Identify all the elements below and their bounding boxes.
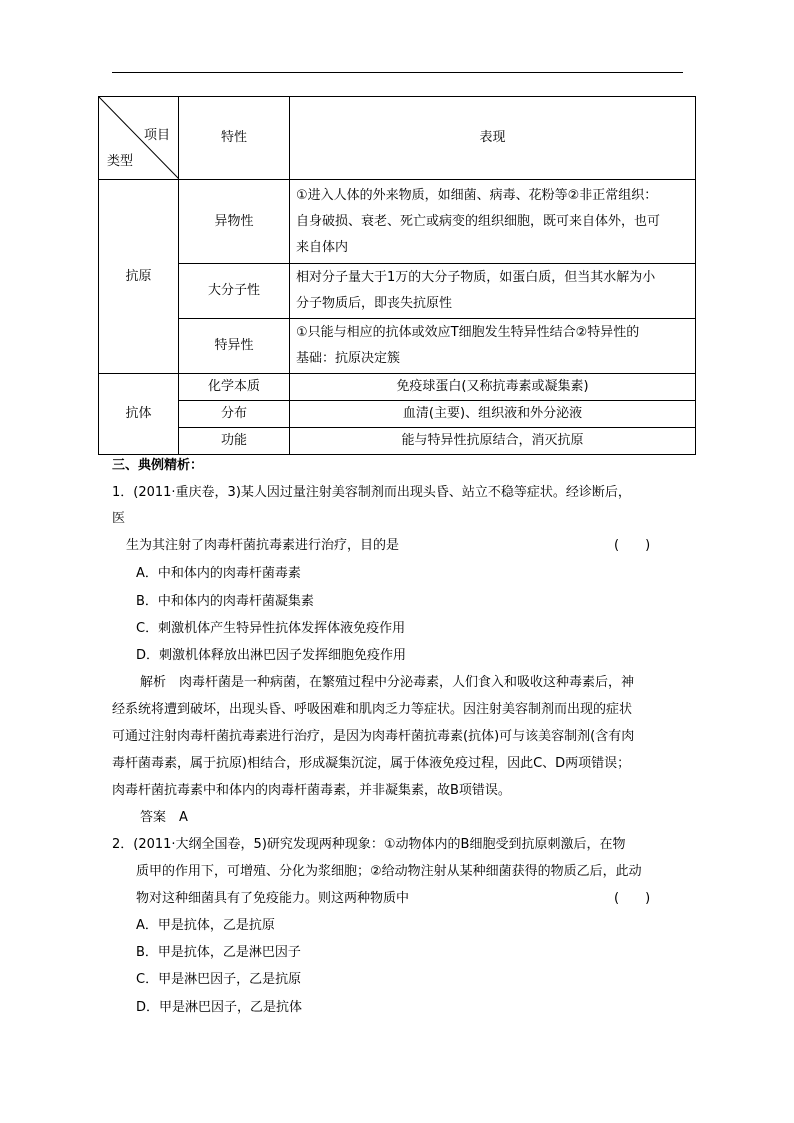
q1-analysis-line: 毒杆菌毒素，属于抗原)相结合，形成凝集沉淀，属于体液免疫过程，因此C、D两项错误； (112, 756, 631, 771)
q1-answer: 答案 A (140, 810, 188, 825)
group-antibody: 抗体 (99, 374, 179, 455)
diagonal-header-cell (99, 97, 179, 180)
table-row (99, 264, 696, 319)
header-item-label: 项目 (143, 128, 170, 143)
section-title: 三、典例精析： (112, 458, 204, 473)
table-row (99, 401, 696, 428)
desc-line: 自身破损、衰老、死亡或病变的组织细胞，既可来自体外，也可 (296, 213, 661, 229)
property-desc (290, 319, 696, 374)
property-name: 大分子性 (179, 264, 290, 319)
q1-option-a: A．中和体内的肉毒杆菌毒素 (136, 566, 301, 581)
q2-option-b: B．甲是抗体，乙是淋巴因子 (136, 945, 301, 960)
q2-stem-line: 物对这种细菌具有了免疫能力。则这两种物质中 (136, 891, 410, 906)
q1-analysis-line: 解析 肉毒杆菌是一种病菌，在繁殖过程中分泌毒素，人们食入和吸收这种毒素后，神 (140, 675, 635, 690)
table-row (99, 180, 696, 264)
group-antigen: 抗原 (99, 180, 179, 374)
property-desc (290, 264, 696, 319)
property-name: 功能 (179, 428, 290, 455)
table-row (99, 374, 696, 401)
q1-answer-paren: ( ) (614, 538, 651, 553)
q2-answer-paren: ( ) (614, 891, 651, 906)
property-desc: 能与特异性抗原结合，消灭抗原 (290, 428, 696, 455)
antigen-antibody-table (98, 96, 696, 455)
property-name: 特异性 (179, 319, 290, 374)
q1-analysis-line: 肉毒杆菌抗毒素中和体内的肉毒杆菌毒素，并非凝集素，故B项错误。 (112, 783, 511, 798)
table-row (99, 319, 696, 374)
header-rule (112, 72, 683, 73)
desc-line: 分子物质后，即丧失抗原性 (296, 296, 453, 311)
property-desc: 血清(主要)、组织液和外分泌液 (290, 401, 696, 428)
desc-line: ①进入人体的外来物质，如细菌、病毒、花粉等②非正常组织： (296, 187, 658, 203)
desc-line: 相对分子量大于1万的大分子物质，如蛋白质，但当其水解为小 (296, 270, 656, 285)
q1-option-d: D．刺激机体释放出淋巴因子发挥细胞免疫作用 (136, 648, 407, 663)
q2-stem-line: 质甲的作用下，可增殖、分化为浆细胞；②给动物注射从某种细菌获得的物质乙后，此动 (136, 864, 642, 879)
table-row (99, 428, 696, 455)
desc-line: 来自体内 (296, 239, 349, 255)
property-desc (290, 180, 696, 264)
desc-line: 基础：抗原决定簇 (296, 351, 401, 366)
q1-stem-line: 医 (112, 511, 126, 526)
header-type-label: 类型 (107, 154, 134, 169)
q1-analysis-line: 可通过注射肉毒杆菌抗毒素进行治疗，是因为肉毒杆菌抗毒素(抗体)可与该美容制剂(含有肉 (112, 729, 635, 744)
q2-stem-line: 2．(2011·大纲全国卷，5)研究发现两种现象：①动物体内的B细胞受到抗原刺激后，在物 (112, 837, 626, 852)
table-header-row (99, 97, 696, 180)
q1-stem-line: 1．(2011·重庆卷，3)某人因过量注射美容制剂而出现头昏、站立不稳等症状。经诊断后， (112, 485, 631, 500)
q2-option-c: C．甲是淋巴因子，乙是抗原 (136, 972, 302, 987)
header-manifestation: 表现 (290, 97, 696, 180)
q1-analysis-line: 经系统将遭到破坏，出现头昏、呼吸困难和肌肉乏力等症状。因注射美容制剂而出现的症状 (112, 702, 633, 717)
q1-option-c: C．刺激机体产生特异性抗体发挥体液免疫作用 (136, 621, 406, 636)
q2-option-a: A．甲是抗体，乙是抗原 (136, 918, 275, 933)
property-name: 分布 (179, 401, 290, 428)
property-desc: 免疫球蛋白(又称抗毒素或凝集素) (290, 374, 696, 401)
q1-stem-line: 生为其注射了肉毒杆菌抗毒素进行治疗，目的是 (126, 538, 400, 553)
property-name: 化学本质 (179, 374, 290, 401)
q1-option-b: B．中和体内的肉毒杆菌凝集素 (136, 594, 314, 609)
desc-line: ①只能与相应的抗体或效应T细胞发生特异性结合②特异性的 (296, 325, 640, 340)
header-property: 特性 (179, 97, 290, 180)
property-name: 异物性 (179, 180, 290, 264)
q2-option-d: D．甲是淋巴因子，乙是抗体 (136, 1000, 303, 1015)
